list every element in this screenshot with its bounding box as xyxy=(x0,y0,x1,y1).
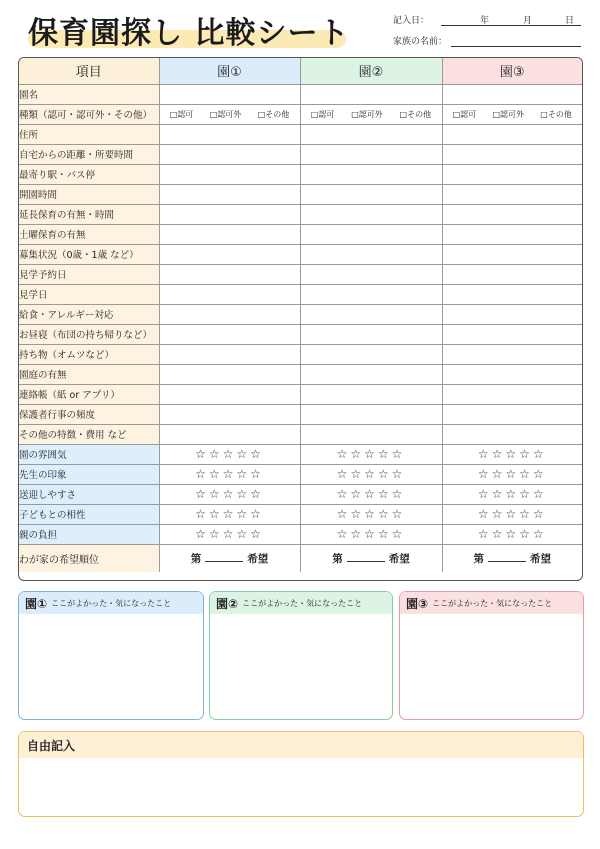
table-row xyxy=(19,204,582,224)
kind-options xyxy=(160,109,300,120)
table-row xyxy=(19,164,582,184)
table-row xyxy=(19,544,582,572)
memo-nursery-3[interactable] xyxy=(399,591,584,720)
table-row xyxy=(19,124,582,144)
kind-checkbox[interactable]: □その他 xyxy=(257,109,290,119)
rank-field xyxy=(443,551,583,566)
table-row xyxy=(19,444,582,464)
cell-nursery-2[interactable] xyxy=(300,124,442,144)
row-label: 園名 xyxy=(19,84,159,104)
cell-nursery-2[interactable] xyxy=(300,104,442,124)
row-label: 先生の印象 xyxy=(19,464,159,484)
cell-nursery-2[interactable] xyxy=(300,384,442,404)
family-name-field[interactable] xyxy=(451,34,581,47)
kind-checkbox[interactable]: □認可外 xyxy=(209,109,242,119)
row-label: その他の特徴・費用 など xyxy=(19,424,159,444)
cell-nursery-1[interactable] xyxy=(159,104,300,124)
rank-blank[interactable] xyxy=(488,552,526,562)
cell-nursery-2[interactable] xyxy=(300,424,442,444)
year-unit: 年 xyxy=(480,16,490,26)
table-row xyxy=(19,324,582,344)
cell-nursery-1[interactable] xyxy=(159,444,300,464)
cell-nursery-1[interactable] xyxy=(159,344,300,364)
table-row xyxy=(19,224,582,244)
cell-nursery-1[interactable] xyxy=(159,284,300,304)
cell-nursery-3[interactable] xyxy=(442,504,582,524)
star-rating[interactable]: ☆☆☆☆☆ xyxy=(195,487,264,501)
row-label: 土曜保育の有無 xyxy=(19,224,159,244)
cell-nursery-3[interactable] xyxy=(442,164,582,184)
rank-suffix: 希望 xyxy=(247,552,269,565)
row-label: 親の負担 xyxy=(19,524,159,544)
cell-nursery-3[interactable] xyxy=(442,404,582,424)
row-label: 募集状況（0歳・1歳 など） xyxy=(19,244,159,264)
row-label: 最寄り駅・バス停 xyxy=(19,164,159,184)
cell-nursery-1[interactable] xyxy=(159,484,300,504)
cell-nursery-3[interactable] xyxy=(442,284,582,304)
cell-nursery-2[interactable] xyxy=(300,164,442,184)
day-unit: 日 xyxy=(565,16,575,26)
cell-nursery-3[interactable] xyxy=(442,144,582,164)
cell-nursery-2[interactable] xyxy=(300,524,442,544)
row-label: 持ち物（オムツなど） xyxy=(19,344,159,364)
header-nursery-3: 園③ xyxy=(442,58,582,84)
cell-nursery-1[interactable] xyxy=(159,264,300,284)
cell-nursery-1[interactable] xyxy=(159,204,300,224)
cell-nursery-2[interactable] xyxy=(300,244,442,264)
cell-nursery-2[interactable] xyxy=(300,344,442,364)
row-label: 子どもとの相性 xyxy=(19,504,159,524)
star-rating[interactable]: ☆☆☆☆☆ xyxy=(336,467,406,481)
table-row xyxy=(19,524,582,544)
cell-nursery-1[interactable] xyxy=(159,424,300,444)
entry-date-label: 記入日： xyxy=(393,16,430,26)
cell-nursery-1[interactable] xyxy=(159,84,300,104)
cell-nursery-2[interactable] xyxy=(300,84,442,104)
row-label: 住所 xyxy=(19,124,159,144)
rank-prefix: 第 xyxy=(332,552,343,565)
cell-nursery-3[interactable] xyxy=(442,444,582,464)
memo-caption: ここがよかった・気になったこと xyxy=(242,598,363,608)
row-label: 延長保育の有無・時間 xyxy=(19,204,159,224)
cell-nursery-3[interactable] xyxy=(442,364,582,384)
header-item: 項目 xyxy=(19,58,159,84)
row-label: 園の雰囲気 xyxy=(19,444,159,464)
table-row xyxy=(19,504,582,524)
table-row xyxy=(19,384,582,404)
row-label: お昼寝（布団の持ち帰りなど） xyxy=(19,324,159,344)
row-label: 給食・アレルギー対応 xyxy=(19,304,159,324)
cell-nursery-3[interactable] xyxy=(442,324,582,344)
family-name-label: 家族の名前： xyxy=(393,37,448,47)
memo-title: 園① xyxy=(25,596,48,611)
memo-header xyxy=(210,592,392,614)
table-row xyxy=(19,244,582,264)
month-unit: 月 xyxy=(523,16,533,26)
memo-nursery-1[interactable] xyxy=(18,591,204,720)
cell-nursery-2[interactable] xyxy=(300,264,442,284)
rank-blank[interactable] xyxy=(205,552,243,562)
cell-nursery-3[interactable] xyxy=(442,544,582,572)
rank-prefix: 第 xyxy=(190,552,202,565)
cell-nursery-1[interactable] xyxy=(159,224,300,244)
star-rating[interactable]: ☆☆☆☆☆ xyxy=(336,527,406,541)
cell-nursery-2[interactable] xyxy=(300,504,442,524)
cell-nursery-2[interactable] xyxy=(300,144,442,164)
kind-checkbox[interactable]: □認可外 xyxy=(351,109,383,119)
cell-nursery-3[interactable] xyxy=(442,524,582,544)
rank-suffix: 希望 xyxy=(388,552,410,565)
cell-nursery-2[interactable] xyxy=(300,304,442,324)
table-row xyxy=(19,284,582,304)
entry-date-field[interactable] xyxy=(441,13,581,26)
table-row xyxy=(19,484,582,504)
cell-nursery-3[interactable] xyxy=(442,484,582,504)
star-rating[interactable]: ☆☆☆☆☆ xyxy=(195,467,264,481)
row-label: 連絡帳（紙 or アプリ） xyxy=(19,384,159,404)
cell-nursery-1[interactable] xyxy=(159,184,300,204)
row-label: 見学予約日 xyxy=(19,264,159,284)
star-rating[interactable]: ☆☆☆☆☆ xyxy=(195,527,264,541)
cell-nursery-3[interactable] xyxy=(442,304,582,324)
table-row xyxy=(19,184,582,204)
cell-nursery-1[interactable] xyxy=(159,164,300,184)
free-notes[interactable] xyxy=(18,731,584,817)
cell-nursery-1[interactable] xyxy=(159,304,300,324)
kind-checkbox[interactable]: □認可 xyxy=(310,109,335,119)
header-nursery-1: 園① xyxy=(159,58,300,84)
star-rating[interactable]: ☆☆☆☆☆ xyxy=(336,487,406,501)
row-label: 開園時間 xyxy=(19,184,159,204)
cell-nursery-3[interactable] xyxy=(442,84,582,104)
star-rating[interactable]: ☆☆☆☆☆ xyxy=(195,447,264,461)
cell-nursery-1[interactable] xyxy=(159,464,300,484)
table-row xyxy=(19,104,582,124)
page-title: 保育園探し 比較シート xyxy=(28,16,350,51)
rank-blank[interactable] xyxy=(347,552,385,562)
memo-nursery-2[interactable] xyxy=(209,591,393,720)
cell-nursery-3[interactable] xyxy=(442,344,582,364)
star-rating[interactable]: ☆☆☆☆☆ xyxy=(477,447,547,461)
cell-nursery-1[interactable] xyxy=(159,384,300,404)
memo-header xyxy=(400,592,583,614)
free-notes-title: 自由記入 xyxy=(19,732,583,758)
cell-nursery-2[interactable] xyxy=(300,364,442,384)
rank-field xyxy=(301,551,442,566)
cell-nursery-3[interactable] xyxy=(442,384,582,404)
table-row xyxy=(19,424,582,444)
cell-nursery-2[interactable] xyxy=(300,224,442,244)
cell-nursery-2[interactable] xyxy=(300,404,442,424)
memo-caption: ここがよかった・気になったこと xyxy=(432,598,553,608)
kind-checkbox[interactable]: □認可外 xyxy=(492,109,525,119)
star-rating[interactable]: ☆☆☆☆☆ xyxy=(195,507,264,521)
memo-caption: ここがよかった・気になったこと xyxy=(51,598,172,608)
row-label: 保護者行事の頻度 xyxy=(19,404,159,424)
star-rating[interactable]: ☆☆☆☆☆ xyxy=(336,507,406,521)
kind-options xyxy=(301,109,442,120)
cell-nursery-3[interactable] xyxy=(442,264,582,284)
cell-nursery-3[interactable] xyxy=(442,464,582,484)
table-row xyxy=(19,364,582,384)
cell-nursery-3[interactable] xyxy=(442,204,582,224)
star-rating[interactable]: ☆☆☆☆☆ xyxy=(336,447,406,461)
cell-nursery-2[interactable] xyxy=(300,444,442,464)
cell-nursery-1[interactable] xyxy=(159,124,300,144)
title-area xyxy=(28,8,358,51)
kind-options xyxy=(443,109,583,120)
cell-nursery-3[interactable] xyxy=(442,224,582,244)
cell-nursery-2[interactable] xyxy=(300,284,442,304)
cell-nursery-2[interactable] xyxy=(300,184,442,204)
table-row xyxy=(19,144,582,164)
memo-title: 園② xyxy=(216,596,239,611)
cell-nursery-1[interactable] xyxy=(159,244,300,264)
cell-nursery-2[interactable] xyxy=(300,484,442,504)
cell-nursery-3[interactable] xyxy=(442,104,582,124)
table-row xyxy=(19,304,582,324)
cell-nursery-1[interactable] xyxy=(159,544,300,572)
memo-title: 園③ xyxy=(406,596,429,611)
cell-nursery-1[interactable] xyxy=(159,364,300,384)
cell-nursery-1[interactable] xyxy=(159,504,300,524)
star-rating[interactable]: ☆☆☆☆☆ xyxy=(477,487,547,501)
memo-header xyxy=(19,592,203,614)
table-row xyxy=(19,404,582,424)
comparison-table xyxy=(18,57,583,581)
cell-nursery-1[interactable] xyxy=(159,524,300,544)
cell-nursery-3[interactable] xyxy=(442,244,582,264)
rank-field xyxy=(160,551,300,566)
table-row xyxy=(19,84,582,104)
header-nursery-2: 園② xyxy=(300,58,442,84)
cell-nursery-1[interactable] xyxy=(159,144,300,164)
star-rating[interactable]: ☆☆☆☆☆ xyxy=(477,527,547,541)
cell-nursery-1[interactable] xyxy=(159,404,300,424)
row-label: 自宅からの距離・所要時間 xyxy=(19,144,159,164)
cell-nursery-2[interactable] xyxy=(300,464,442,484)
row-label: わが家の希望順位 xyxy=(19,544,159,572)
rank-suffix: 希望 xyxy=(530,552,551,565)
kind-checkbox[interactable]: □その他 xyxy=(399,109,432,119)
table-row xyxy=(19,344,582,364)
cell-nursery-2[interactable] xyxy=(300,324,442,344)
kind-checkbox[interactable]: □その他 xyxy=(540,109,572,119)
kind-checkbox[interactable]: □認可 xyxy=(169,109,194,119)
cell-nursery-3[interactable] xyxy=(442,424,582,444)
row-label: 園庭の有無 xyxy=(19,364,159,384)
row-label: 見学日 xyxy=(19,284,159,304)
row-label: 送迎しやすさ xyxy=(19,484,159,504)
table-row xyxy=(19,264,582,284)
cell-nursery-2[interactable] xyxy=(300,204,442,224)
star-rating[interactable]: ☆☆☆☆☆ xyxy=(477,467,547,481)
star-rating[interactable]: ☆☆☆☆☆ xyxy=(477,507,547,521)
kind-checkbox[interactable]: □認可 xyxy=(452,109,477,119)
cell-nursery-1[interactable] xyxy=(159,324,300,344)
cell-nursery-3[interactable] xyxy=(442,184,582,204)
cell-nursery-2[interactable] xyxy=(300,544,442,572)
table-row xyxy=(19,464,582,484)
rank-prefix: 第 xyxy=(473,552,484,565)
row-label: 種類（認可・認可外・その他） xyxy=(19,104,159,124)
cell-nursery-3[interactable] xyxy=(442,124,582,144)
